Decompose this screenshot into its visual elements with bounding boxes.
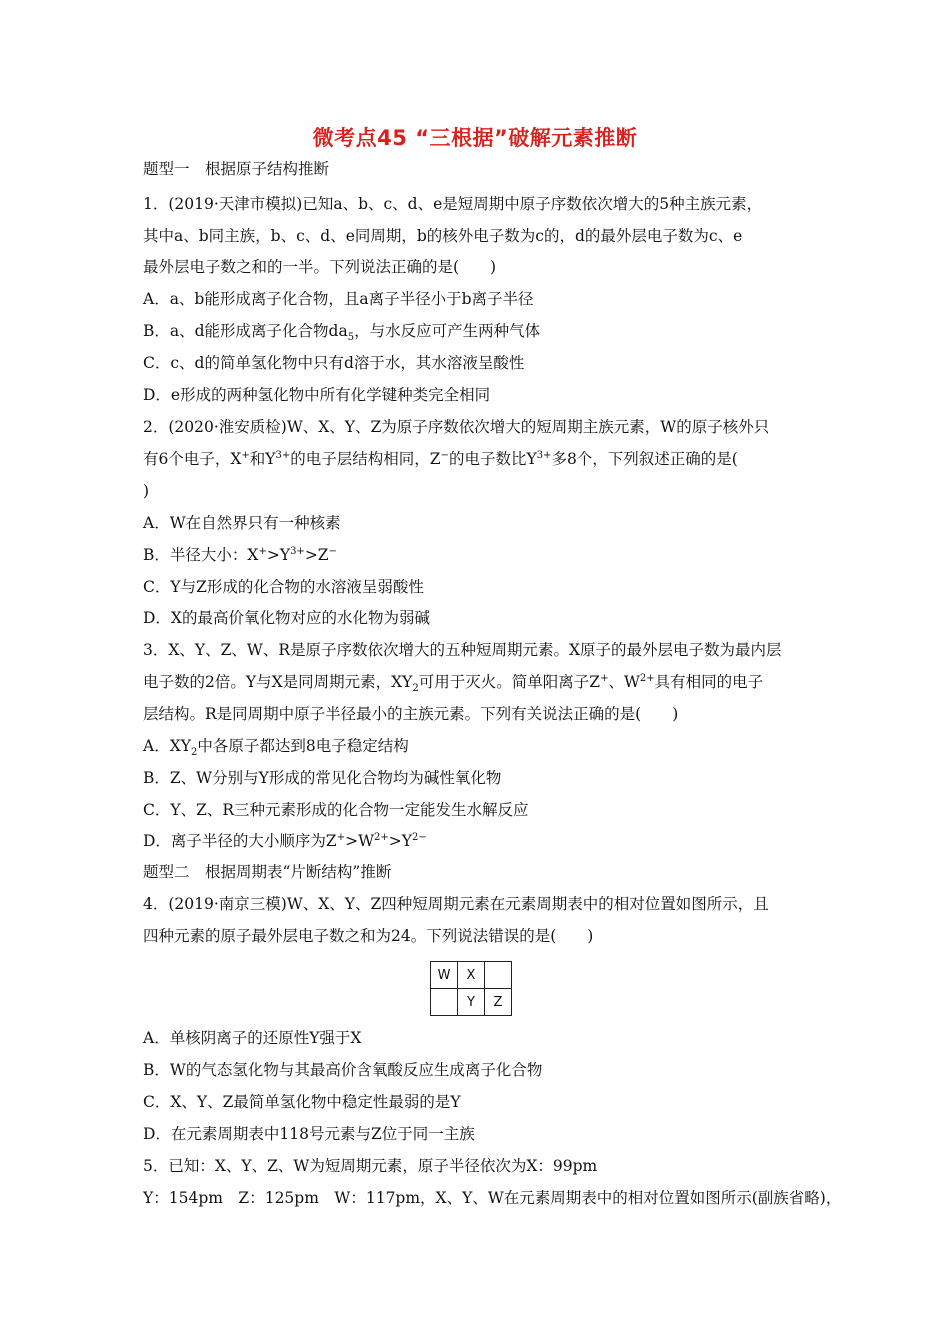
q3-option-d: D．离子半径的大小顺序为$Z^+>W^{2+}>Y^{2-}$: [143, 831, 427, 850]
grid-cell: [485, 962, 512, 989]
grid-cell: X: [458, 962, 485, 989]
page-title: 微考点45 “三根据”破解元素推断: [312, 126, 638, 150]
q2-option-b: B．半径大小：$X^+>Y^{3+}>Z^-$: [143, 545, 337, 564]
section-heading-2: 题型二 根据周期表“片断结构”推断: [143, 863, 392, 881]
q1-option-b: B．a、d能形成离子化合物$da_5$，与水反应可产生两种气体: [143, 322, 541, 344]
q1-line-1: 1．(2019·天津市模拟)已知a、b、c、d、e是短周期中原子序数依次增大的5种主族元素，: [143, 195, 763, 213]
q4-line-1: 4．(2019·南京三模)W、X、Y、Z四种短周期元素在元素周期表中的相对位置如图所示，且: [143, 895, 769, 913]
q2-option-d: D．X的最高价氧化物对应的水化物为弱碱: [143, 609, 430, 627]
q3-option-a: A．$XY_2$中各原子都达到8电子稳定结构: [143, 737, 409, 759]
q4-option-b: B．W的气态氢化物与其最高价含氧酸反应生成离子化合物: [143, 1061, 543, 1079]
periodic-table-fragment: [430, 961, 512, 1016]
q2-option-c: C．Y与Z形成的化合物的水溶液呈弱酸性: [143, 578, 424, 596]
q5-line-1: 5．已知：X、Y、Z、W为短周期元素，原子半径依次为X：99pm: [143, 1157, 598, 1175]
q4-option-c: C．X、Y、Z最简单氢化物中稳定性最弱的是Y: [143, 1093, 461, 1111]
q4-option-a: A．单核阴离子的还原性Y强于X: [143, 1029, 362, 1047]
grid-cell: W: [431, 962, 458, 989]
q4-option-d: D．在元素周期表中118号元素与Z位于同一主族: [143, 1125, 475, 1143]
grid-cell: Y: [458, 989, 485, 1016]
q1-line-3: 最外层电子数之和的一半。下列说法正确的是( ): [143, 258, 497, 276]
q1-option-c: C．c、d的简单氢化物中只有d溶于水，其水溶液呈酸性: [143, 354, 525, 372]
q3-option-c: C．Y、Z、R三种元素形成的化合物一定能发生水解反应: [143, 801, 529, 819]
section-heading-1: 题型一 根据原子结构推断: [143, 160, 330, 178]
q1-option-a: A．a、b能形成离子化合物，且a离子半径小于b离子半径: [143, 290, 534, 308]
q3-line-3: 层结构。R是同周期中原子半径最小的主族元素。下列有关说法正确的是( ): [143, 705, 679, 723]
q1-line-2: 其中a、b同主族，b、c、d、e同周期，b的核外电子数为c的，d的最外层电子数为c、e: [143, 227, 743, 245]
q2-option-a: A．W在自然界只有一种核素: [143, 514, 341, 532]
q3-line-1: 3．X、Y、Z、W、R是原子序数依次增大的五种短周期元素。X原子的最外层电子数为最内层: [143, 641, 782, 659]
grid-cell: [431, 989, 458, 1016]
q3-option-b: B．Z、W分别与Y形成的常见化合物均为碱性氧化物: [143, 769, 502, 787]
q3-line-2: 电子数的2倍。Y与X是同周期元素，$XY_2$可用于灭火。简单阳离子Z+、$W^{2+}$具有相同的电子: [143, 672, 764, 695]
q5-line-2: Y：154pm Z：125pm W：117pm，X、Y、W在元素周期表中的相对位置如图所示(副族省略)，: [143, 1189, 842, 1207]
grid-cell: Z: [485, 989, 512, 1016]
q2-line-2: 有6个电子，X+和$Y^{3+}$的电子层结构相同，Z−的电子数比$Y^{3+}$多8个，下列叙述正确的是(: [143, 449, 738, 468]
q4-line-2: 四种元素的原子最外层电子数之和为24。下列说法错误的是( ): [143, 927, 594, 945]
q1-option-d: D．e形成的两种氢化物中所有化学键种类完全相同: [143, 386, 491, 404]
q2-line-3: ): [143, 482, 150, 500]
q2-line-1: 2．(2020·淮安质检)W、X、Y、Z为原子序数依次增大的短周期主族元素，W的原子核外只: [143, 418, 770, 436]
